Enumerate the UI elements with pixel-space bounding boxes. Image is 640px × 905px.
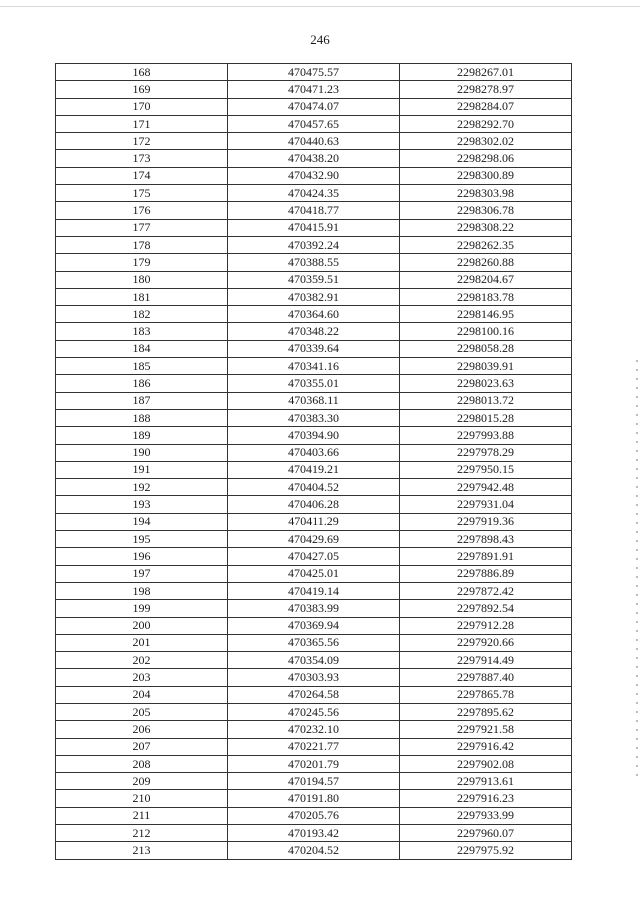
point-number-cell: 188 (56, 409, 228, 426)
x-coordinate-cell: 470191.80 (228, 790, 400, 807)
table-row (56, 288, 572, 305)
point-number-cell: 187 (56, 392, 228, 409)
x-coordinate-cell: 470425.01 (228, 565, 400, 582)
point-number-cell: 174 (56, 167, 228, 184)
x-coordinate-cell: 470388.55 (228, 254, 400, 271)
point-number-cell: 171 (56, 115, 228, 132)
point-number-cell: 169 (56, 81, 228, 98)
table-row (56, 64, 572, 81)
table-row (56, 548, 572, 565)
table-row (56, 652, 572, 669)
x-coordinate-cell: 470403.66 (228, 444, 400, 461)
y-coordinate-cell: 2297895.62 (400, 703, 572, 720)
x-coordinate-cell: 470419.21 (228, 461, 400, 478)
table-row (56, 513, 572, 530)
x-coordinate-cell: 470232.10 (228, 721, 400, 738)
y-coordinate-cell: 2298039.91 (400, 358, 572, 375)
y-coordinate-cell: 2298146.95 (400, 306, 572, 323)
y-coordinate-cell: 2297898.43 (400, 531, 572, 548)
table-row (56, 358, 572, 375)
x-coordinate-cell: 470383.30 (228, 409, 400, 426)
x-coordinate-cell: 470341.16 (228, 358, 400, 375)
point-number-cell: 206 (56, 721, 228, 738)
x-coordinate-cell: 470348.22 (228, 323, 400, 340)
y-coordinate-cell: 2297931.04 (400, 496, 572, 513)
x-coordinate-cell: 470427.05 (228, 548, 400, 565)
table-row (56, 617, 572, 634)
table-row (56, 375, 572, 392)
table-row (56, 409, 572, 426)
point-number-cell: 177 (56, 219, 228, 236)
x-coordinate-cell: 470438.20 (228, 150, 400, 167)
table-row (56, 323, 572, 340)
point-number-cell: 168 (56, 64, 228, 81)
y-coordinate-cell: 2297919.36 (400, 513, 572, 530)
y-coordinate-cell: 2298204.67 (400, 271, 572, 288)
y-coordinate-cell: 2298298.06 (400, 150, 572, 167)
table-row (56, 773, 572, 790)
y-coordinate-cell: 2297921.58 (400, 721, 572, 738)
x-coordinate-cell: 470221.77 (228, 738, 400, 755)
x-coordinate-cell: 470440.63 (228, 133, 400, 150)
point-number-cell: 196 (56, 548, 228, 565)
y-coordinate-cell: 2297865.78 (400, 686, 572, 703)
table-row (56, 825, 572, 842)
y-coordinate-cell: 2298284.07 (400, 98, 572, 115)
y-coordinate-cell: 2297920.66 (400, 634, 572, 651)
x-coordinate-cell: 470369.94 (228, 617, 400, 634)
x-coordinate-cell: 470411.29 (228, 513, 400, 530)
table-row (56, 703, 572, 720)
x-coordinate-cell: 470406.28 (228, 496, 400, 513)
y-coordinate-cell: 2297914.49 (400, 652, 572, 669)
x-coordinate-cell: 470193.42 (228, 825, 400, 842)
page-number: 246 (310, 32, 330, 47)
point-number-cell: 179 (56, 254, 228, 271)
table-row (56, 461, 572, 478)
table-row (56, 236, 572, 253)
y-coordinate-cell: 2297960.07 (400, 825, 572, 842)
x-coordinate-cell: 470383.99 (228, 600, 400, 617)
x-coordinate-cell: 470303.93 (228, 669, 400, 686)
x-coordinate-cell: 470368.11 (228, 392, 400, 409)
point-number-cell: 213 (56, 842, 228, 859)
y-coordinate-cell: 2298023.63 (400, 375, 572, 392)
x-coordinate-cell: 470404.52 (228, 479, 400, 496)
y-coordinate-cell: 2297975.92 (400, 842, 572, 859)
x-coordinate-cell: 470264.58 (228, 686, 400, 703)
point-number-cell: 186 (56, 375, 228, 392)
point-number-cell: 203 (56, 669, 228, 686)
y-coordinate-cell: 2298183.78 (400, 288, 572, 305)
top-scan-rule (0, 6, 640, 7)
x-coordinate-cell: 470474.07 (228, 98, 400, 115)
x-coordinate-cell: 470429.69 (228, 531, 400, 548)
x-coordinate-cell: 470201.79 (228, 755, 400, 772)
table-row (56, 98, 572, 115)
point-number-cell: 193 (56, 496, 228, 513)
table-row (56, 444, 572, 461)
table-row (56, 150, 572, 167)
table-row (56, 185, 572, 202)
x-coordinate-cell: 470245.56 (228, 703, 400, 720)
point-number-cell: 209 (56, 773, 228, 790)
table-row (56, 340, 572, 357)
x-coordinate-cell: 470204.52 (228, 842, 400, 859)
point-number-cell: 194 (56, 513, 228, 530)
y-coordinate-cell: 2298260.88 (400, 254, 572, 271)
y-coordinate-cell: 2297912.28 (400, 617, 572, 634)
y-coordinate-cell: 2297891.91 (400, 548, 572, 565)
scan-edge-marks (636, 360, 638, 780)
y-coordinate-cell: 2297902.08 (400, 755, 572, 772)
x-coordinate-cell: 470392.24 (228, 236, 400, 253)
y-coordinate-cell: 2298308.22 (400, 219, 572, 236)
table-row (56, 427, 572, 444)
table-row (56, 531, 572, 548)
table-row (56, 669, 572, 686)
table-row (56, 721, 572, 738)
table-row (56, 479, 572, 496)
x-coordinate-cell: 470205.76 (228, 807, 400, 824)
table-row (56, 738, 572, 755)
y-coordinate-cell: 2298300.89 (400, 167, 572, 184)
point-number-cell: 211 (56, 807, 228, 824)
x-coordinate-cell: 470424.35 (228, 185, 400, 202)
x-coordinate-cell: 470394.90 (228, 427, 400, 444)
point-number-cell: 178 (56, 236, 228, 253)
point-number-cell: 181 (56, 288, 228, 305)
y-coordinate-cell: 2297887.40 (400, 669, 572, 686)
x-coordinate-cell: 470365.56 (228, 634, 400, 651)
table-row (56, 254, 572, 271)
coordinates-table (55, 63, 572, 860)
x-coordinate-cell: 470457.65 (228, 115, 400, 132)
x-coordinate-cell: 470355.01 (228, 375, 400, 392)
point-number-cell: 183 (56, 323, 228, 340)
point-number-cell: 205 (56, 703, 228, 720)
point-number-cell: 173 (56, 150, 228, 167)
point-number-cell: 189 (56, 427, 228, 444)
x-coordinate-cell: 470471.23 (228, 81, 400, 98)
table-row (56, 306, 572, 323)
y-coordinate-cell: 2298100.16 (400, 323, 572, 340)
y-coordinate-cell: 2297886.89 (400, 565, 572, 582)
y-coordinate-cell: 2297978.29 (400, 444, 572, 461)
x-coordinate-cell: 470382.91 (228, 288, 400, 305)
point-number-cell: 212 (56, 825, 228, 842)
table-row (56, 81, 572, 98)
point-number-cell: 170 (56, 98, 228, 115)
table-row (56, 392, 572, 409)
y-coordinate-cell: 2298306.78 (400, 202, 572, 219)
point-number-cell: 195 (56, 531, 228, 548)
table-row (56, 167, 572, 184)
table-row (56, 219, 572, 236)
x-coordinate-cell: 470339.64 (228, 340, 400, 357)
y-coordinate-cell: 2298302.02 (400, 133, 572, 150)
point-number-cell: 191 (56, 461, 228, 478)
table-row (56, 686, 572, 703)
point-number-cell: 198 (56, 582, 228, 599)
point-number-cell: 199 (56, 600, 228, 617)
point-number-cell: 201 (56, 634, 228, 651)
y-coordinate-cell: 2297872.42 (400, 582, 572, 599)
y-coordinate-cell: 2298303.98 (400, 185, 572, 202)
table-row (56, 755, 572, 772)
y-coordinate-cell: 2297913.61 (400, 773, 572, 790)
point-number-cell: 197 (56, 565, 228, 582)
table-row (56, 565, 572, 582)
y-coordinate-cell: 2297950.15 (400, 461, 572, 478)
table-row (56, 807, 572, 824)
table-row (56, 600, 572, 617)
point-number-cell: 172 (56, 133, 228, 150)
point-number-cell: 190 (56, 444, 228, 461)
table-row (56, 133, 572, 150)
y-coordinate-cell: 2298015.28 (400, 409, 572, 426)
point-number-cell: 202 (56, 652, 228, 669)
point-number-cell: 204 (56, 686, 228, 703)
table-row (56, 634, 572, 651)
y-coordinate-cell: 2298267.01 (400, 64, 572, 81)
x-coordinate-cell: 470419.14 (228, 582, 400, 599)
point-number-cell: 182 (56, 306, 228, 323)
y-coordinate-cell: 2297916.23 (400, 790, 572, 807)
coordinates-table-body (56, 64, 572, 860)
table-row (56, 842, 572, 859)
y-coordinate-cell: 2298262.35 (400, 236, 572, 253)
y-coordinate-cell: 2297933.99 (400, 807, 572, 824)
point-number-cell: 184 (56, 340, 228, 357)
table-row (56, 582, 572, 599)
point-number-cell: 176 (56, 202, 228, 219)
point-number-cell: 207 (56, 738, 228, 755)
point-number-cell: 192 (56, 479, 228, 496)
y-coordinate-cell: 2298058.28 (400, 340, 572, 357)
x-coordinate-cell: 470194.57 (228, 773, 400, 790)
table-row (56, 202, 572, 219)
y-coordinate-cell: 2297916.42 (400, 738, 572, 755)
point-number-cell: 175 (56, 185, 228, 202)
point-number-cell: 200 (56, 617, 228, 634)
point-number-cell: 180 (56, 271, 228, 288)
x-coordinate-cell: 470475.57 (228, 64, 400, 81)
y-coordinate-cell: 2298292.70 (400, 115, 572, 132)
y-coordinate-cell: 2298278.97 (400, 81, 572, 98)
x-coordinate-cell: 470359.51 (228, 271, 400, 288)
y-coordinate-cell: 2298013.72 (400, 392, 572, 409)
table-row (56, 790, 572, 807)
x-coordinate-cell: 470364.60 (228, 306, 400, 323)
x-coordinate-cell: 470415.91 (228, 219, 400, 236)
y-coordinate-cell: 2297942.48 (400, 479, 572, 496)
x-coordinate-cell: 470432.90 (228, 167, 400, 184)
point-number-cell: 185 (56, 358, 228, 375)
table-row (56, 271, 572, 288)
y-coordinate-cell: 2297892.54 (400, 600, 572, 617)
point-number-cell: 208 (56, 755, 228, 772)
table-row (56, 496, 572, 513)
y-coordinate-cell: 2297993.88 (400, 427, 572, 444)
x-coordinate-cell: 470418.77 (228, 202, 400, 219)
x-coordinate-cell: 470354.09 (228, 652, 400, 669)
point-number-cell: 210 (56, 790, 228, 807)
table-row (56, 115, 572, 132)
